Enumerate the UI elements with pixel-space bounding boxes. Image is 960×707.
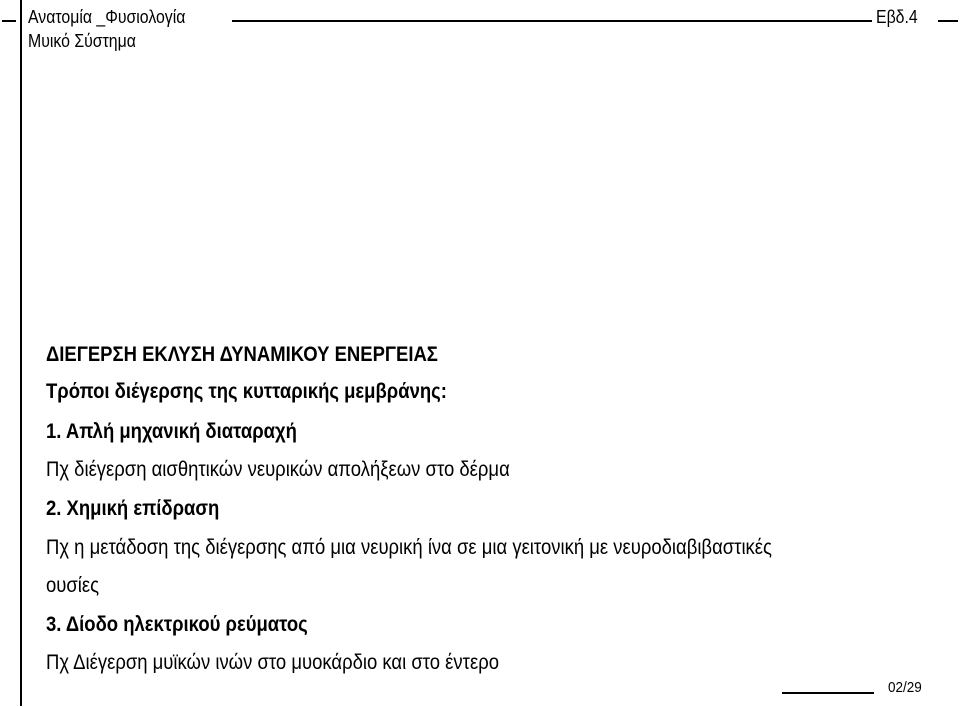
course-title: Ανατομία _Φυσιολογία xyxy=(28,7,186,27)
item-3-title: 3. Δίοδο ηλεκτρικού ρεύματος xyxy=(46,613,308,636)
header-rule-right xyxy=(938,20,958,22)
header-rule xyxy=(232,20,872,22)
item-1-title: 1. Απλή μηχανική διαταραχή xyxy=(46,420,297,443)
item-2-example-line-1: Πχ η μετάδοση της διέγερσης από μια νευρική ίνα σε μια γειτονική με νευροδιαβιβαστικές xyxy=(46,536,772,559)
week-label: Εβδ.4 xyxy=(876,7,918,27)
topic-title: Μυικό Σύστημα xyxy=(28,31,136,51)
item-2-example-line-2: ουσίες xyxy=(46,574,100,597)
item-1-example: Πχ διέγερση αισθητικών νευρικών απολήξεων στο δέρμα xyxy=(46,458,510,481)
slide-subheading: Τρόποι διέγερσης της κυτταρικής μεμβράνης: xyxy=(46,380,447,403)
item-2-title: 2. Χημική επίδραση xyxy=(46,497,220,520)
item-3-example: Πχ Διέγερση μυϊκών ινών στο μυοκάρδιο και στο έντερο xyxy=(46,651,499,674)
header-rule-left xyxy=(2,20,16,22)
footer-rule xyxy=(782,692,874,694)
page-number: 02/29 xyxy=(888,679,922,696)
margin-rule xyxy=(20,0,22,706)
slide-heading: ΔΙΕΓΕΡΣΗ ΕΚΛΥΣΗ ΔΥΝΑΜΙΚΟΥ ΕΝΕΡΓΕΙΑΣ xyxy=(46,343,438,366)
